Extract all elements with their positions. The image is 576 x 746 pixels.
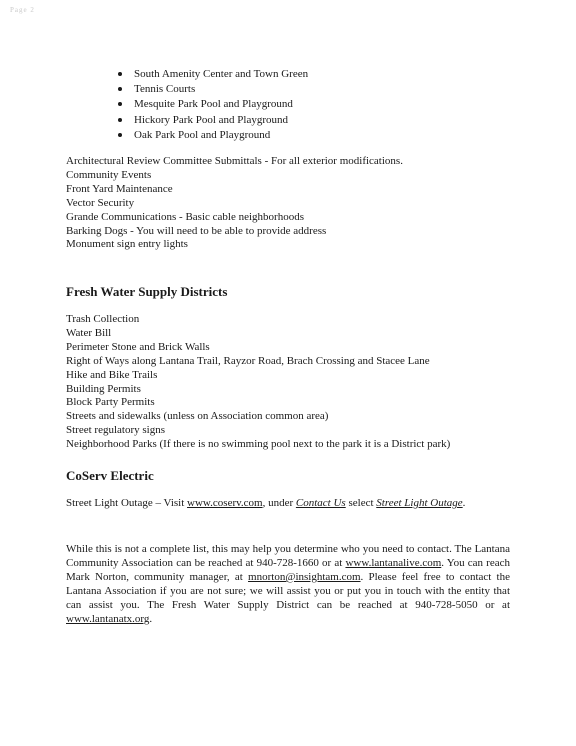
list-item: Perimeter Stone and Brick Walls <box>66 340 210 353</box>
list-item: Architectural Review Committee Submittals - For all exterior modifications. <box>66 155 403 167</box>
coserv-text: . <box>462 497 466 509</box>
list-item: Streets and sidewalks (unless on Association common area) <box>66 410 329 423</box>
list-item <box>118 97 308 112</box>
contact-us-link[interactable]: Contact Us <box>295 497 346 509</box>
list-item: Vector Security <box>66 196 135 209</box>
corner-page-mark: Page 2 <box>10 6 35 14</box>
list-item: Building Permits <box>66 382 141 395</box>
list-item: Trash Collection <box>66 313 140 325</box>
coserv-text: select <box>345 497 377 509</box>
coserv-instructions <box>66 497 465 509</box>
coserv-text: Street Light Outage – Visit <box>66 497 188 509</box>
list-item: Street regulatory signs <box>66 424 165 437</box>
list-item <box>118 82 308 97</box>
lantanatx-link[interactable]: www.lantanatx.org <box>66 612 150 625</box>
list-item: Barking Dogs - You will need to be able to provide address <box>66 224 327 237</box>
bullet-icon <box>118 102 122 106</box>
list-item: Monument sign entry lights <box>66 238 188 251</box>
list-item: Right of Ways along Lantana Trail, Rayzor Road, Brach Crossing and Stacee Lane <box>66 354 430 367</box>
list-item: Front Yard Maintenance <box>66 182 173 195</box>
association-responsibilities <box>66 155 403 252</box>
list-item-text: Hickory Park Pool and Playground <box>134 113 288 126</box>
closing-paragraph <box>66 543 510 626</box>
email-link[interactable]: mnorton@insightam.com <box>248 570 361 583</box>
list-item-text: South Amenity Center and Town Green <box>134 68 309 80</box>
coserv-text: , under <box>262 497 296 509</box>
paragraph-text: . You can reach Mark Norton, community manager, at <box>66 556 510 583</box>
list-item <box>118 128 308 143</box>
list-item-text: Mesquite Park Pool and Playground <box>134 98 293 111</box>
bullet-icon <box>118 118 122 122</box>
list-item: Community Events <box>66 168 152 181</box>
fwsd-heading: Fresh Water Supply Districts <box>66 284 228 299</box>
paragraph-text: While this is not a complete list, this may help you determine who you need to contact. The Lantana Community Association can be reached at 940-728-1660 or at <box>66 543 510 569</box>
bullet-icon <box>118 87 122 91</box>
paragraph-text: . Please feel free to contact the Lantana Association if you are not sure; we will assist you or put you in touch with the entity that can assist you. The Fresh Water Supply District can be reached at 940-728-5050 or at <box>66 570 510 611</box>
fwsd-responsibilities <box>66 313 450 452</box>
coserv-website-link[interactable]: www.coserv.com <box>187 497 263 509</box>
bullet-icon <box>118 133 122 137</box>
bullet-icon <box>118 72 122 76</box>
list-item <box>118 67 308 82</box>
list-item <box>118 113 308 128</box>
list-item-text: Oak Park Pool and Playground <box>134 128 271 141</box>
amenities-list <box>118 67 308 143</box>
list-item: Neighborhood Parks (If there is no swimming pool next to the park it is a District park) <box>66 438 451 451</box>
list-item: Hike and Bike Trails <box>66 368 158 381</box>
list-item: Water Bill <box>66 326 112 339</box>
lantanalive-link[interactable]: www.lantanalive.com <box>345 556 442 569</box>
list-item-text: Tennis Courts <box>134 83 196 96</box>
coserv-heading: CoServ Electric <box>66 468 154 483</box>
list-item: Block Party Permits <box>66 396 155 409</box>
paragraph-text: . <box>149 612 153 625</box>
street-light-outage-link[interactable]: Street Light Outage <box>376 497 463 509</box>
list-item: Grande Communications - Basic cable neighborhoods <box>66 210 304 223</box>
